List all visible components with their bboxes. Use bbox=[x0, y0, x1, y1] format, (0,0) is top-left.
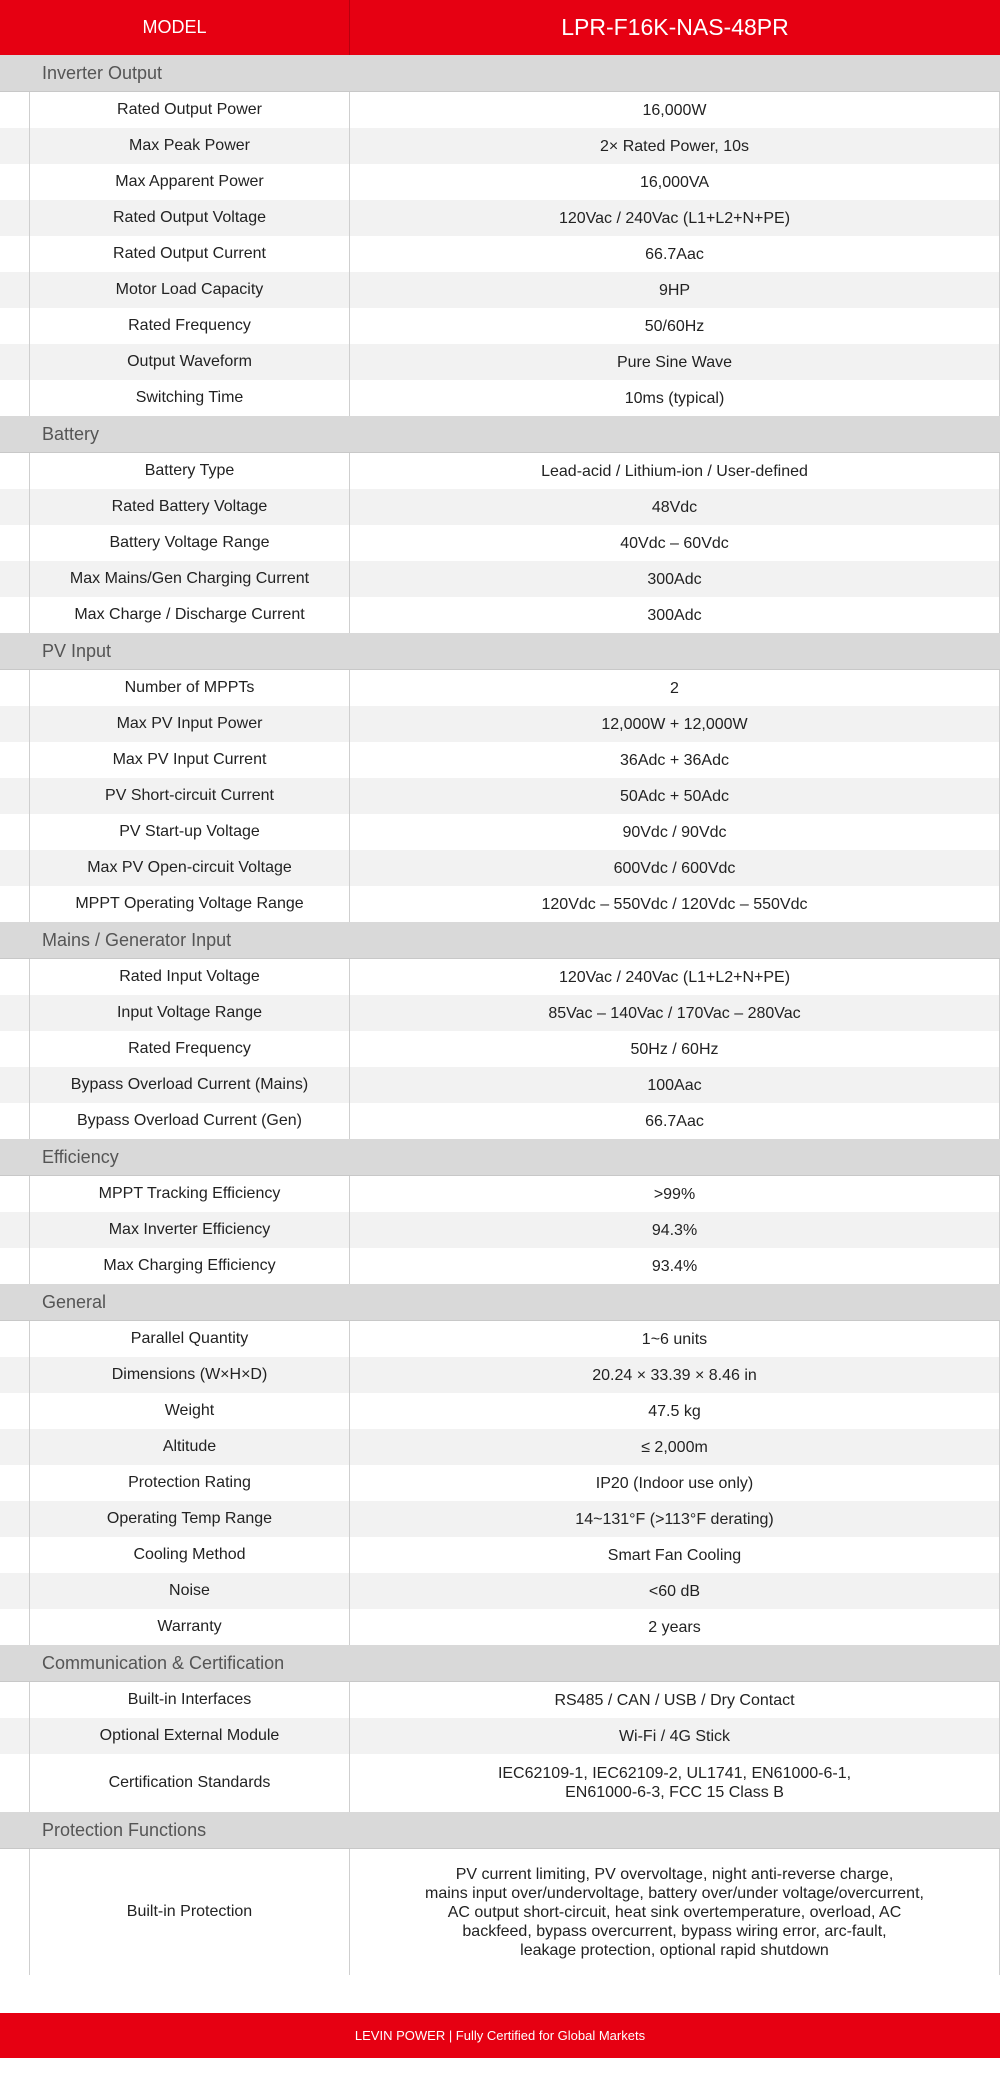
spec-value: 48Vdc bbox=[651, 498, 698, 516]
row-gutter bbox=[0, 670, 30, 706]
spec-label: Noise bbox=[30, 1573, 350, 1609]
spec-value-cell bbox=[350, 995, 1000, 1031]
spec-value-cell bbox=[350, 1465, 1000, 1501]
row-gutter bbox=[0, 489, 30, 525]
spec-value-cell bbox=[350, 164, 1000, 200]
spec-value: Wi-Fi / 4G Stick bbox=[618, 1727, 731, 1745]
row-gutter bbox=[0, 1609, 30, 1645]
row-gutter bbox=[0, 92, 30, 128]
section-title: Communication & Certification bbox=[0, 1645, 1000, 1682]
spec-value-cell bbox=[350, 453, 1000, 489]
spec-value-cell bbox=[350, 561, 1000, 597]
row-gutter bbox=[0, 1429, 30, 1465]
spec-value: Pure Sine Wave bbox=[616, 353, 732, 371]
spec-value: 9HP bbox=[658, 281, 691, 299]
section-title: General bbox=[0, 1284, 1000, 1321]
spec-label: Warranty bbox=[30, 1609, 350, 1645]
row-gutter bbox=[0, 1849, 30, 1975]
spec-value-cell bbox=[350, 959, 1000, 995]
spec-value: 16,000W bbox=[642, 101, 707, 119]
spec-value: 300Adc bbox=[647, 570, 702, 588]
row-gutter bbox=[0, 706, 30, 742]
spec-value: 66.7Aac bbox=[645, 245, 704, 263]
spec-label: Rated Frequency bbox=[30, 1031, 350, 1067]
spec-label: Number of MPPTs bbox=[30, 670, 350, 706]
spec-value: 12,000W + 12,000W bbox=[601, 715, 748, 733]
spec-value-cell bbox=[350, 1754, 1000, 1812]
spec-value: 20.24 × 33.39 × 8.46 in bbox=[592, 1366, 757, 1384]
row-gutter bbox=[0, 1682, 30, 1718]
spec-label: Parallel Quantity bbox=[30, 1321, 350, 1357]
spec-label: Max PV Input Power bbox=[30, 706, 350, 742]
spec-value: 10ms (typical) bbox=[624, 389, 725, 407]
spec-value-cell bbox=[350, 1357, 1000, 1393]
spec-label: Rated Output Voltage bbox=[30, 200, 350, 236]
spec-value: 100Aac bbox=[647, 1076, 702, 1094]
spec-row bbox=[0, 164, 1000, 200]
spec-label: Rated Battery Voltage bbox=[30, 489, 350, 525]
row-gutter bbox=[0, 1501, 30, 1537]
spec-row bbox=[0, 778, 1000, 814]
row-gutter bbox=[0, 1718, 30, 1754]
spec-row bbox=[0, 489, 1000, 525]
row-gutter bbox=[0, 1573, 30, 1609]
row-gutter bbox=[0, 814, 30, 850]
spec-label: MPPT Operating Voltage Range bbox=[30, 886, 350, 922]
spec-value-cell bbox=[350, 670, 1000, 706]
spec-label: MPPT Tracking Efficiency bbox=[30, 1176, 350, 1212]
row-gutter bbox=[0, 742, 30, 778]
row-gutter bbox=[0, 959, 30, 995]
spec-row bbox=[0, 1321, 1000, 1357]
spec-row bbox=[0, 1248, 1000, 1284]
row-gutter bbox=[0, 525, 30, 561]
spec-row bbox=[0, 1849, 1000, 1975]
spec-value: 50Adc + 50Adc bbox=[620, 787, 729, 805]
row-gutter bbox=[0, 380, 30, 416]
spec-label: Certification Standards bbox=[30, 1754, 350, 1812]
spec-value: IP20 (Indoor use only) bbox=[595, 1474, 754, 1492]
row-gutter bbox=[0, 1176, 30, 1212]
spec-value-cell bbox=[350, 1248, 1000, 1284]
spec-value: 66.7Aac bbox=[645, 1112, 704, 1130]
row-gutter bbox=[0, 995, 30, 1031]
spec-row bbox=[0, 236, 1000, 272]
spec-row bbox=[0, 92, 1000, 128]
model-header bbox=[0, 0, 1000, 55]
spec-label: Max Apparent Power bbox=[30, 164, 350, 200]
spec-label: Max Peak Power bbox=[30, 128, 350, 164]
spec-value: <60 dB bbox=[648, 1582, 701, 1600]
spec-label: Max PV Open-circuit Voltage bbox=[30, 850, 350, 886]
spec-label: Protection Rating bbox=[30, 1465, 350, 1501]
spec-value: 16,000VA bbox=[639, 173, 710, 191]
spec-value: 90Vdc / 90Vdc bbox=[622, 823, 727, 841]
row-gutter bbox=[0, 561, 30, 597]
spec-label: Input Voltage Range bbox=[30, 995, 350, 1031]
spec-value: 36Adc + 36Adc bbox=[620, 751, 729, 769]
spec-label: Built-in Protection bbox=[30, 1849, 350, 1975]
spec-row bbox=[0, 886, 1000, 922]
spec-label: Max Mains/Gen Charging Current bbox=[30, 561, 350, 597]
spec-row bbox=[0, 525, 1000, 561]
spec-label: Rated Input Voltage bbox=[30, 959, 350, 995]
spec-value-cell bbox=[350, 778, 1000, 814]
footer-banner bbox=[0, 2013, 1000, 2058]
spec-row bbox=[0, 670, 1000, 706]
spec-value-cell bbox=[350, 1682, 1000, 1718]
footer-text: LEVIN POWER | Fully Certified for Global Markets bbox=[354, 2028, 646, 2043]
spec-label: Battery Voltage Range bbox=[30, 525, 350, 561]
row-gutter bbox=[0, 272, 30, 308]
spec-label: Bypass Overload Current (Mains) bbox=[30, 1067, 350, 1103]
spec-value: 50Hz / 60Hz bbox=[630, 1040, 719, 1058]
spec-label: PV Start-up Voltage bbox=[30, 814, 350, 850]
spec-value: 600Vdc / 600Vdc bbox=[613, 859, 736, 877]
spec-label: Cooling Method bbox=[30, 1537, 350, 1573]
spec-value-cell bbox=[350, 1537, 1000, 1573]
spec-label: Operating Temp Range bbox=[30, 1501, 350, 1537]
spec-value-cell bbox=[350, 742, 1000, 778]
row-gutter bbox=[0, 200, 30, 236]
spec-row bbox=[0, 706, 1000, 742]
model-name: LPR-F16K-NAS-48PR bbox=[561, 14, 789, 40]
spec-value: PV current limiting, PV overvoltage, night anti-reverse charge, mains input over/undervoltage, battery over/under voltage/overcurrent, AC output short-circuit, heat sink overtemperature, overload, AC backfeed, bypass overcurrent, bypass wiring error, arc-fault, leakage protection, optional rapid shutdown bbox=[425, 1865, 924, 1959]
spec-value-cell bbox=[350, 525, 1000, 561]
spec-row bbox=[0, 128, 1000, 164]
spec-value-cell bbox=[350, 1573, 1000, 1609]
spec-value: ≤ 2,000m bbox=[641, 1438, 708, 1456]
section-title: Mains / Generator Input bbox=[0, 922, 1000, 959]
spec-label: Rated Output Power bbox=[30, 92, 350, 128]
spec-value: RS485 / CAN / USB / Dry Contact bbox=[554, 1691, 795, 1709]
spec-value-cell bbox=[350, 380, 1000, 416]
row-gutter bbox=[0, 1321, 30, 1357]
section-title: Efficiency bbox=[0, 1139, 1000, 1176]
spec-value: Lead-acid / Lithium-ion / User-defined bbox=[541, 462, 808, 480]
row-gutter bbox=[0, 1465, 30, 1501]
spec-row bbox=[0, 1501, 1000, 1537]
section-title: Protection Functions bbox=[0, 1812, 1000, 1849]
spec-row bbox=[0, 272, 1000, 308]
row-gutter bbox=[0, 236, 30, 272]
spec-value-cell bbox=[350, 1321, 1000, 1357]
spec-value-cell bbox=[350, 200, 1000, 236]
spec-value-cell bbox=[350, 308, 1000, 344]
spec-label: Motor Load Capacity bbox=[30, 272, 350, 308]
spec-value: 40Vdc – 60Vdc bbox=[620, 534, 729, 552]
spec-label: Max Charge / Discharge Current bbox=[30, 597, 350, 633]
spec-row bbox=[0, 1537, 1000, 1573]
spec-label: Switching Time bbox=[30, 380, 350, 416]
spec-row bbox=[0, 1754, 1000, 1812]
spec-value: Smart Fan Cooling bbox=[607, 1546, 742, 1564]
section-title: Battery bbox=[0, 416, 1000, 453]
spec-label: Built-in Interfaces bbox=[30, 1682, 350, 1718]
spec-label: Max Inverter Efficiency bbox=[30, 1212, 350, 1248]
spec-value-cell bbox=[350, 886, 1000, 922]
row-gutter bbox=[0, 128, 30, 164]
spec-value-cell bbox=[350, 1393, 1000, 1429]
row-gutter bbox=[0, 1212, 30, 1248]
spec-row bbox=[0, 959, 1000, 995]
spec-label: Altitude bbox=[30, 1429, 350, 1465]
spec-value: 2 bbox=[670, 679, 679, 697]
spec-row bbox=[0, 453, 1000, 489]
spec-row bbox=[0, 308, 1000, 344]
spec-value: 2× Rated Power, 10s bbox=[600, 137, 749, 155]
row-gutter bbox=[0, 886, 30, 922]
spec-row bbox=[0, 1718, 1000, 1754]
spec-row bbox=[0, 200, 1000, 236]
spec-value-cell bbox=[350, 489, 1000, 525]
spec-label: PV Short-circuit Current bbox=[30, 778, 350, 814]
spec-value: >99% bbox=[653, 1185, 696, 1203]
spec-value-cell bbox=[350, 1429, 1000, 1465]
spec-row bbox=[0, 380, 1000, 416]
spec-row bbox=[0, 1212, 1000, 1248]
spec-value: 2 years bbox=[648, 1618, 701, 1636]
spec-value-cell bbox=[350, 1031, 1000, 1067]
spec-value: 93.4% bbox=[651, 1257, 698, 1275]
spec-row bbox=[0, 344, 1000, 380]
spec-value-cell bbox=[350, 1501, 1000, 1537]
spec-label: Dimensions (W×H×D) bbox=[30, 1357, 350, 1393]
spec-value-cell bbox=[350, 236, 1000, 272]
spec-row bbox=[0, 1429, 1000, 1465]
spec-value-cell bbox=[350, 1067, 1000, 1103]
spec-row bbox=[0, 850, 1000, 886]
spec-value-cell bbox=[350, 597, 1000, 633]
spec-row bbox=[0, 1609, 1000, 1645]
row-gutter bbox=[0, 344, 30, 380]
spec-value: 47.5 kg bbox=[648, 1402, 701, 1420]
spec-row bbox=[0, 1067, 1000, 1103]
spec-value: IEC62109-1, IEC62109-2, UL1741, EN61000-6-1, EN61000-6-3, FCC 15 Class B bbox=[497, 1765, 852, 1801]
spec-value: 14~131°F (>113°F derating) bbox=[575, 1510, 774, 1528]
spec-label: Max PV Input Current bbox=[30, 742, 350, 778]
spec-value-cell bbox=[350, 706, 1000, 742]
spec-row bbox=[0, 597, 1000, 633]
spec-value-cell bbox=[350, 1176, 1000, 1212]
spec-value-cell bbox=[350, 1718, 1000, 1754]
spec-value: 50/60Hz bbox=[644, 317, 705, 335]
spec-value-cell bbox=[350, 1609, 1000, 1645]
model-label: MODEL bbox=[0, 0, 350, 55]
spec-row bbox=[0, 1357, 1000, 1393]
row-gutter bbox=[0, 778, 30, 814]
row-gutter bbox=[0, 1248, 30, 1284]
spec-value: 120Vdc – 550Vdc / 120Vdc – 550Vdc bbox=[541, 895, 808, 913]
row-gutter bbox=[0, 850, 30, 886]
row-gutter bbox=[0, 164, 30, 200]
row-gutter bbox=[0, 1031, 30, 1067]
spec-value-cell bbox=[350, 344, 1000, 380]
row-gutter bbox=[0, 1357, 30, 1393]
spec-value-cell bbox=[350, 1212, 1000, 1248]
spec-value-cell bbox=[350, 814, 1000, 850]
row-gutter bbox=[0, 1393, 30, 1429]
spec-value-cell bbox=[350, 1103, 1000, 1139]
spec-value: 120Vac / 240Vac (L1+L2+N+PE) bbox=[558, 209, 791, 227]
spec-row bbox=[0, 1682, 1000, 1718]
spec-value: 120Vac / 240Vac (L1+L2+N+PE) bbox=[558, 968, 791, 986]
spec-label: Weight bbox=[30, 1393, 350, 1429]
row-gutter bbox=[0, 453, 30, 489]
spec-row bbox=[0, 1103, 1000, 1139]
spec-row bbox=[0, 1393, 1000, 1429]
spec-value: 1~6 units bbox=[641, 1330, 708, 1348]
spec-value-cell bbox=[350, 92, 1000, 128]
row-gutter bbox=[0, 1754, 30, 1812]
row-gutter bbox=[0, 1067, 30, 1103]
spec-value-cell bbox=[350, 850, 1000, 886]
spec-row bbox=[0, 1031, 1000, 1067]
spec-value: 300Adc bbox=[647, 606, 702, 624]
spec-value-cell bbox=[350, 272, 1000, 308]
row-gutter bbox=[0, 597, 30, 633]
spec-row bbox=[0, 814, 1000, 850]
row-gutter bbox=[0, 1537, 30, 1573]
spec-label: Rated Frequency bbox=[30, 308, 350, 344]
spec-row bbox=[0, 1573, 1000, 1609]
spec-row bbox=[0, 1465, 1000, 1501]
spec-value: 94.3% bbox=[651, 1221, 698, 1239]
spec-row bbox=[0, 995, 1000, 1031]
spec-value: 85Vac – 140Vac / 170Vac – 280Vac bbox=[548, 1004, 801, 1022]
spec-label: Rated Output Current bbox=[30, 236, 350, 272]
spec-row bbox=[0, 1176, 1000, 1212]
section-title: PV Input bbox=[0, 633, 1000, 670]
row-gutter bbox=[0, 308, 30, 344]
spec-row bbox=[0, 742, 1000, 778]
spec-value-cell bbox=[350, 1849, 1000, 1975]
row-gutter bbox=[0, 1103, 30, 1139]
section-title: Inverter Output bbox=[0, 55, 1000, 92]
spec-label: Optional External Module bbox=[30, 1718, 350, 1754]
spec-row bbox=[0, 561, 1000, 597]
spec-label: Battery Type bbox=[30, 453, 350, 489]
spec-label: Bypass Overload Current (Gen) bbox=[30, 1103, 350, 1139]
spec-value-cell bbox=[350, 128, 1000, 164]
spec-label: Max Charging Efficiency bbox=[30, 1248, 350, 1284]
spec-label: Output Waveform bbox=[30, 344, 350, 380]
